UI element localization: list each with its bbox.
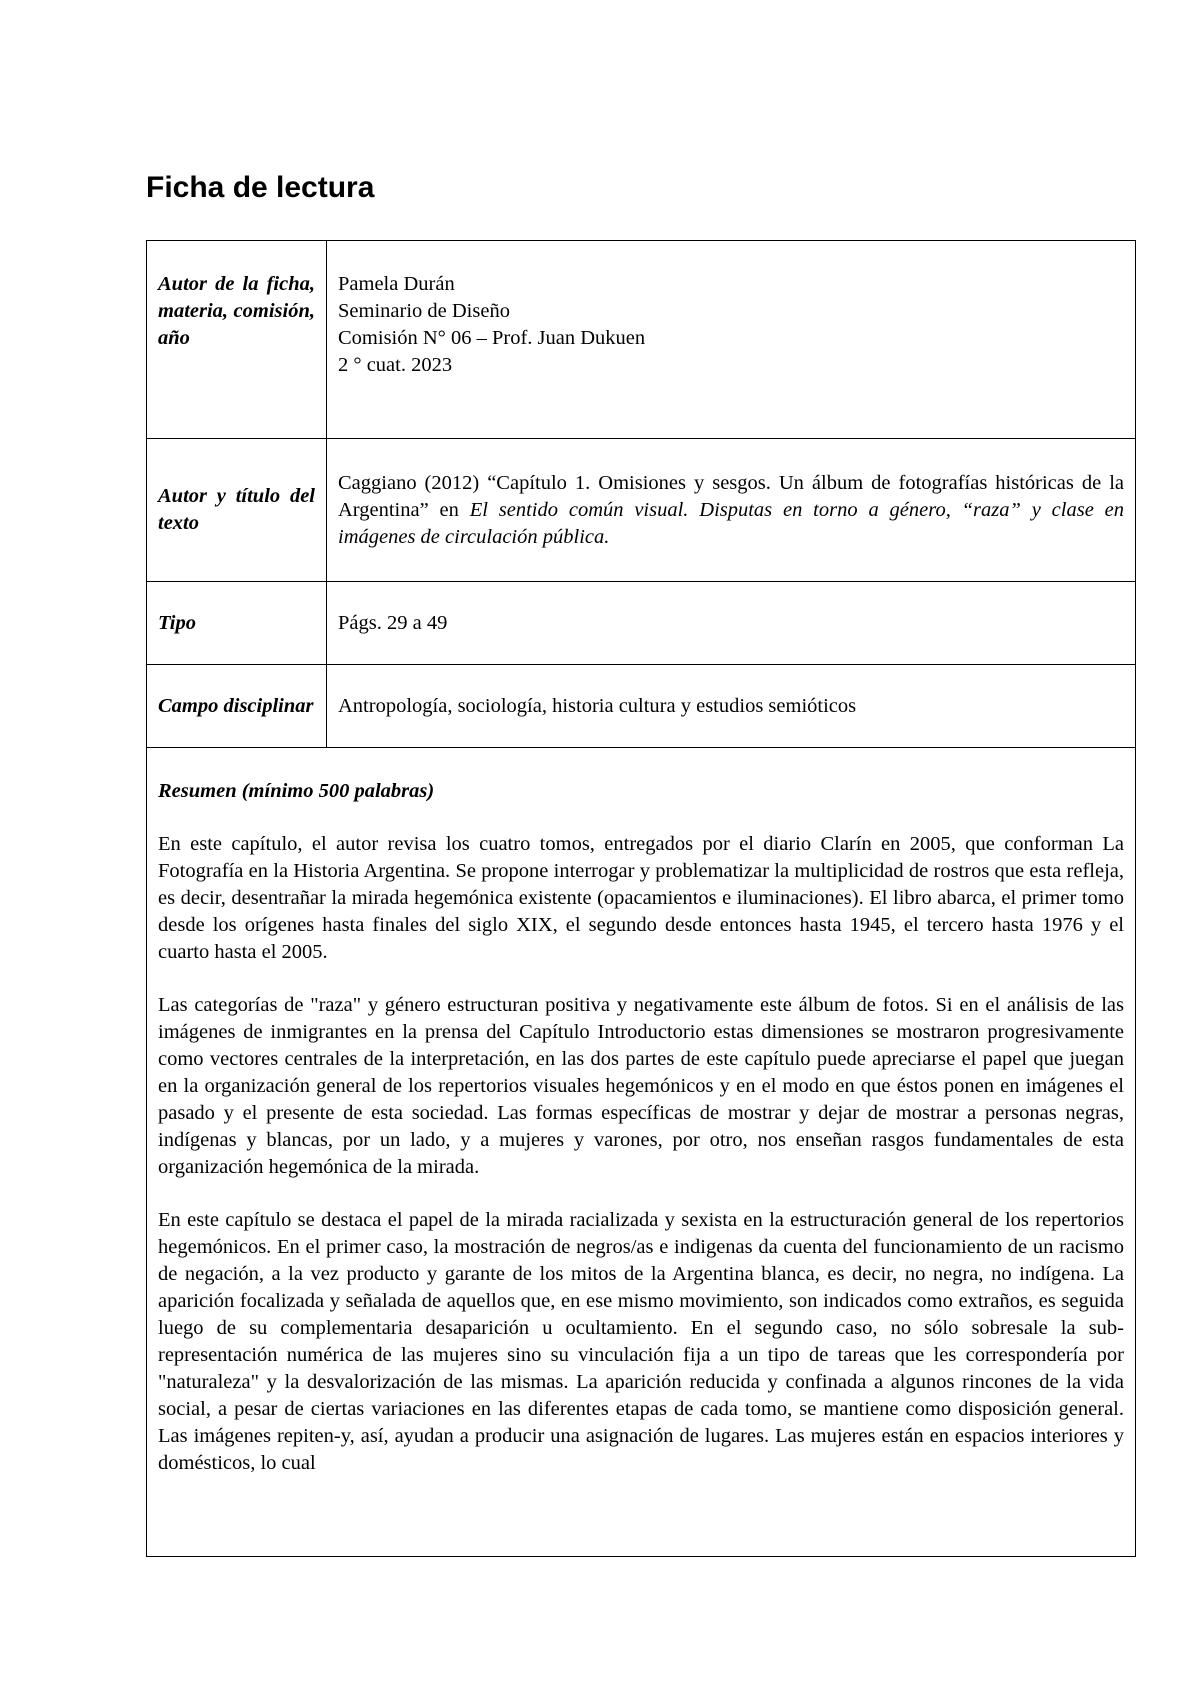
resumen-heading: Resumen (mínimo 500 palabras) <box>158 780 435 802</box>
page-title: Ficha de lectura <box>146 171 375 204</box>
term-year: 2 ° cuat. 2023 <box>338 354 453 376</box>
resumen-cell <box>147 748 1136 1557</box>
value-campo: Antropología, sociología, historia cultura y estudios semióticos <box>327 665 1136 748</box>
reading-card-table <box>146 240 1136 1557</box>
label-tipo: Tipo <box>147 582 327 665</box>
value-tipo: Págs. 29 a 49 <box>327 582 1136 665</box>
row-campo <box>147 665 1136 748</box>
resumen-paragraph: En este capítulo, el autor revisa los cuatro tomos, entregados por el diario Clarín en 2005, que conforman La Fotografía en la Historia Argentina. Se propone interrogar y problematizar la multiplicidad de rostros que esta refleja, es decir, desentrañar la mirada hegemónica existente (opacamientos e iluminaciones). El libro abarca, el primer tomo desde los orígenes hasta finales del siglo XIX, el segundo desde entonces hasta 1945, el tercero hasta 1976 y el cuarto hasta el 2005. <box>158 833 1124 963</box>
row-autor-texto <box>147 439 1136 582</box>
value-autor-texto <box>327 439 1136 582</box>
resumen-paragraph: En este capítulo se destaca el papel de la mirada racializada y sexista en la estructuración general de los repertorios hegemónicos. En el primer caso, la mostración de negros/as e indigenas da cuenta del funcionamiento de un racismo de negación, a la vez producto y garante de los mitos de la Argentina blanca, es decir, no negra, no indígena. La aparición focalizada y señalada de aquellos que, en ese mismo movimiento, son indicados como extraños, es seguida luego de su complementaria desaparición u ocultamiento. En el segundo caso, no sólo sobresale la sub-representación numérica de las mujeres sino su vinculación fija a un tipo de tareas que les correspondería por "naturaleza" y la desvalorización de las mismas. La aparición reducida y confinada a algunos rincones de la vida social, a pesar de ciertas variaciones en las diferentes etapas de cada tomo, se mantiene como disposición general. Las imágenes repiten-y, así, ayudan a producir una asignación de lugares. Las mujeres están en espacios interiores y domésticos, lo cual <box>158 1209 1124 1474</box>
row-autor-ficha <box>147 241 1136 439</box>
label-campo: Campo disciplinar <box>147 665 327 748</box>
label-autor-ficha: Autor de la ficha, materia, comisión, año <box>147 241 327 439</box>
resumen-body <box>147 748 1135 1556</box>
resumen-paragraph: Las categorías de "raza" y género estructuran positiva y negativamente este álbum de fotos. Si en el análisis de las imágenes de inmigrantes en la prensa del Capítulo Introductorio estas dimensiones se mostraron progresivamente como vectores centrales de la interpretación, en las dos partes de este capítulo puede apreciarse el papel que juegan en la organización general de los repertorios visuales hegemónicos y en el modo en que éstos ponen en imágenes el pasado y el presente de esta sociedad. Las formas específicas de mostrar y dejar de mostrar a personas negras, indígenas y blancas, por un lado, y a mujeres y varones, por otro, nos enseñan rasgos fundamentales de esta organización hegemónica de la mirada. <box>158 994 1124 1178</box>
row-resumen <box>147 748 1136 1557</box>
row-tipo <box>147 582 1136 665</box>
subject-name: Seminario de Diseño <box>338 300 510 322</box>
commission-info: Comisión N° 06 – Prof. Juan Dukuen <box>338 327 646 349</box>
label-autor-texto: Autor y título del texto <box>147 439 327 582</box>
text-reference-plain: Caggiano (2012) “Capítulo 1. Omisiones y sesgos. Un álbum de fotografías históricas de la Argentina” en <box>338 471 1124 521</box>
author-name: Pamela Durán <box>338 273 455 295</box>
value-autor-ficha <box>327 241 1136 439</box>
text-reference-italic: El sentido común visual. Disputas en torno a género, “raza” y clase en imágenes de circulación pública. <box>338 498 1124 548</box>
